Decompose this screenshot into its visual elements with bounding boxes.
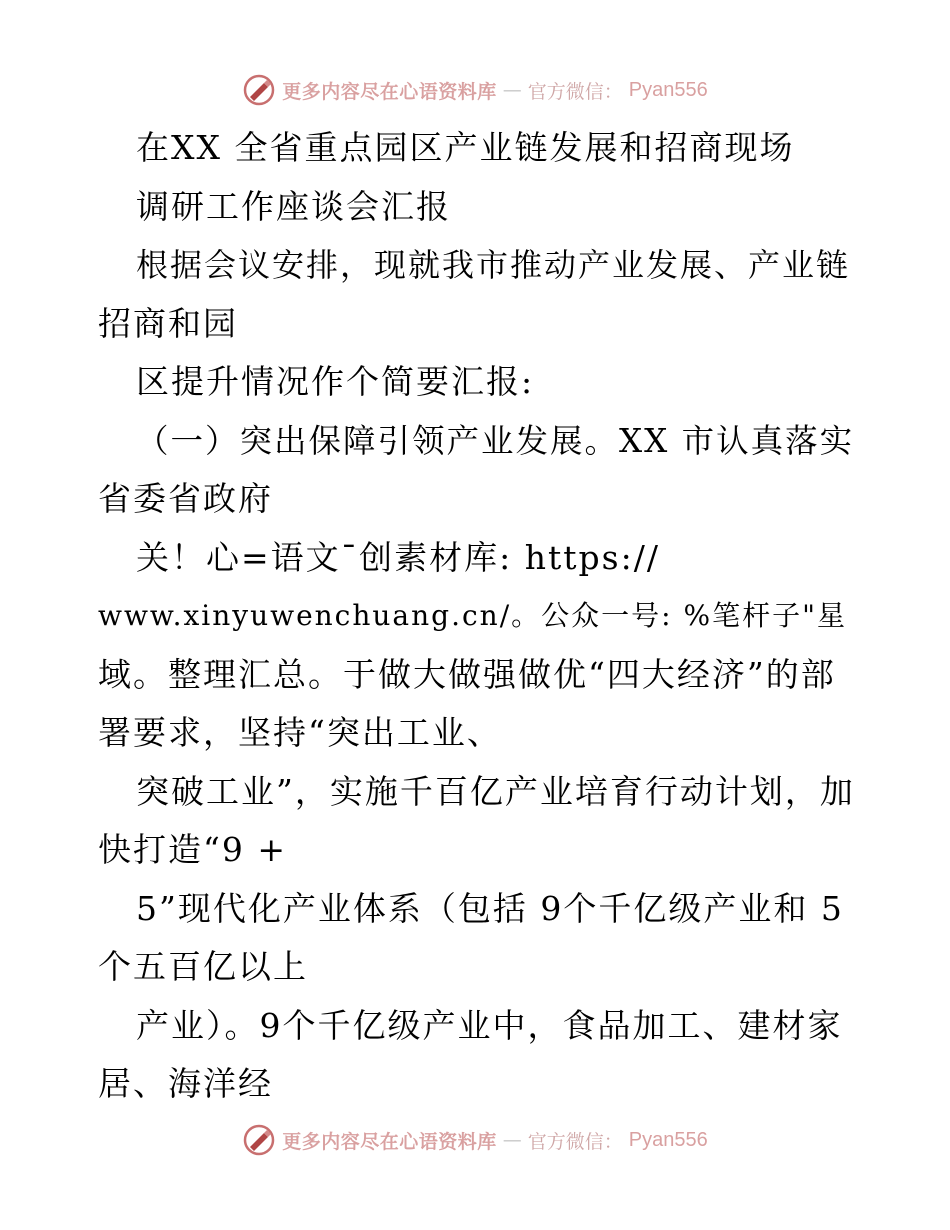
banner-text: 更多内容尽在心语资料库 — [282, 1130, 497, 1153]
document-line: 署要求，坚持“突出工业、 — [98, 713, 502, 752]
document-line: 居、海洋经 — [98, 1064, 273, 1103]
document-line: 5”现代化产业体系（包括 9个千亿级产业和 5 — [136, 888, 844, 928]
document-line: 招商和园 — [98, 303, 238, 343]
document-line: www.xinyuwenchuang.cn/。公众一号: %笔杆子"星 — [98, 599, 847, 632]
document-line: 省委省政府 — [98, 479, 273, 518]
pen-logo-icon — [242, 1123, 276, 1157]
pen-logo-icon — [242, 73, 276, 107]
banner-separator: — — [502, 79, 522, 101]
document-line: 产业）。9个千亿级产业中，食品加工、建材家 — [136, 1005, 843, 1045]
banner-wechat-label: 官方微信： — [527, 1130, 623, 1153]
document-line: 区提升情况作个简要汇报: — [136, 362, 535, 401]
document-line: 突破工业”，实施千百亿产业培育行动计划，加 — [136, 771, 855, 811]
document-line: （一）突出保障引领产业发展。XX 市认真落实 — [136, 421, 855, 460]
document-line: 调研工作座谈会汇报 — [136, 186, 451, 226]
document-line: 关！心=语文¯创素材库: https:// — [136, 537, 660, 577]
document-line: 在XX 全省重点园区产业链发展和招商现场 — [136, 128, 795, 167]
banner-wechat-id: Pyan556 — [628, 78, 708, 101]
banner-wechat-label: 官方微信： — [527, 80, 623, 103]
document-line: 域。整理汇总。于做大做强做优“四大经济”的部 — [98, 654, 836, 694]
document-line: 个五百亿以上 — [98, 947, 308, 986]
footer-watermark-banner — [0, 1120, 950, 1160]
document-body — [98, 119, 858, 1114]
banner-text: 更多内容尽在心语资料库 — [282, 80, 497, 103]
banner-wechat-id: Pyan556 — [628, 1128, 708, 1151]
header-watermark-banner — [0, 70, 950, 110]
document-line: 根据会议安排，现就我市推动产业发展、产业链 — [136, 246, 851, 284]
document-line: 快打造“9 + — [98, 830, 288, 869]
banner-separator: — — [502, 1129, 522, 1151]
